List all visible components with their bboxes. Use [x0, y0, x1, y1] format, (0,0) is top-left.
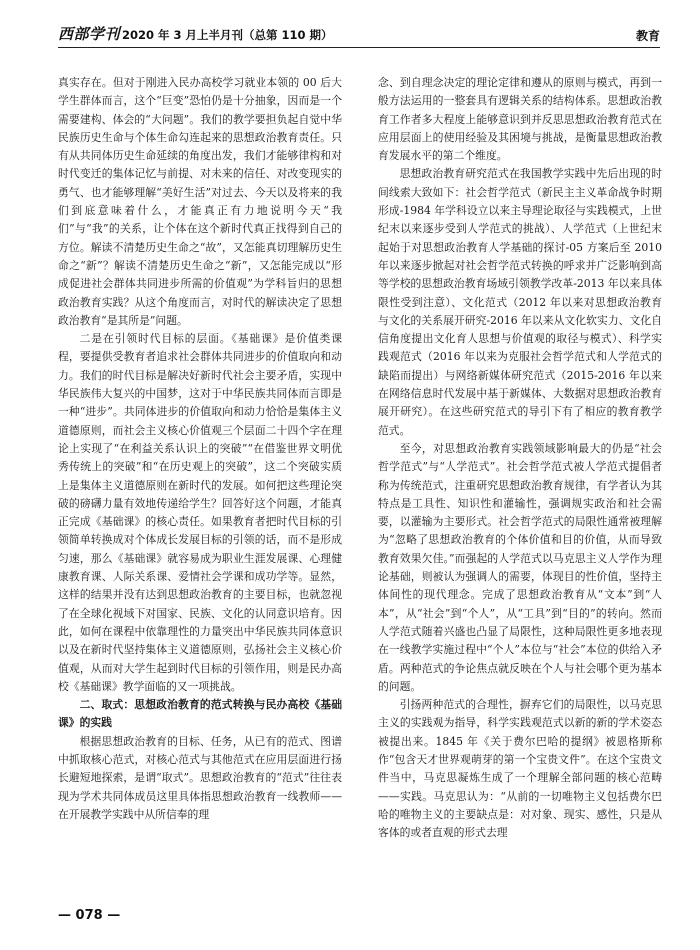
- header-left: [58, 23, 333, 44]
- page-number: — 078 —: [58, 908, 121, 923]
- section-heading: 二、取式：思想政治教育的范式转换与民办高校《基础课》的实践: [58, 698, 342, 730]
- body-paragraph: 引扬两种范式的合理性，摒弃它们的局限性，以马克思主义的实践观为指导，科学实践观范式以新的新的学术姿态被提出来。1845 年《关于费尔巴哈的提纲》被恩格斯称作“包含天才世界观萌芽的第一个宝贵文件”。在这个宝贵文件当中，马克思凝炼生成了一个理解全部问题的核心范畴——实践。马克思认为：“从前的一切唯物主义包括费尔巴哈的唯物主义的主要缺点是：对对象、现实、感性，只是从客体的或者直观的形式去理: [378, 698, 662, 840]
- body-paragraph: 至今，对思想政治教育实践领域影响最大的仍是“社会哲学范式”与“人学范式”。社会哲学范式被人学范式提倡者称为传统范式，注重研究思想政治教育规律，有学者认为其特点是工具性、知识性和灌输性，强调规实政治和社会需要，以灌输为主要形式。社会哲学范式的局限性通常被理解为“忽略了思想政治教育的个体价值和目的价值，从而导致教育效果欠佳。”而强起的人学范式以马克思主义人学作为理论基础，则被认为强调人的需要，体现目的性价值，坚持主体间性的现代理念。完成了思想政治教育从“文本”到“人本”，从“社会”到“个人”，从“工具”到“目的”的转向。然而人学范式随着兴盛也凸显了局限性，这种局限性更多地表现在一线教学实施过程中“个人”本位与“社会”本位的供给入矛盾。两种范式的争论焦点就反映在个人与社会哪个更为基本的问题。: [378, 441, 662, 693]
- body-paragraph: 念、到自理念决定的理论定律和遵从的原则与模式，再到一般方法运用的一整套具有逻辑关系的结构体系。思想政治教育工作者多大程度上能够意识到并反思思想政治教育范式在应用层面上的使用经验及其困境与挑战，是衡量思想政治教育发展水平的第二个维度。: [378, 76, 662, 163]
- body-paragraph: 真实存在。但对于刚进入民办高校学习就业本领的 00 后大学生群体而言，这个“巨变”恐怕仍是十分抽象，因而是一个需要建构、体会的“大问题”。我们的教学要担负起自觉中华民族历史生命与个体生命勾连起来的思想政治教育责任。只有从共同体历史生命延续的角度出发，我们才能够律构和对时代变迁的集体记忆与前提、对未来的信任、对改变现实的勇气、也才能够理解“美好生活”对过去、今天以及将来的我们到底意味着什么，才能真正有力地说明今天“我们”与“我”的关系，让个体在这个新时代真正找得到自己的方位。解读不清楚历史生命之“故”，又怎能真切理解历史生命之“新”？解读不清楚历史生命之“新”，又怎能完成以“形成促进社会群体共同进步所需的价值观”为学科旨归的思想政治教育实践？从这个角度而言，对时代的解读决定了思想政治教育“是其所是”问题。: [58, 76, 342, 327]
- body-paragraph: 思想政治教育研究范式在我国教学实践中先后出现的时间线索大致如下：社会哲学范式（新民主主义革命战争时期形成-1984 年学科设立以来主导理论取径与实践模式，上世纪末以来逐步受到人学范式的挑战）、人学范式（上世纪末起始于对思想政治教育人学基础的探讨-05 方案后至 2010 年以来逐步掀起对社会哲学范式转换的呼求并广泛影响到高等学校的思想政治教育场域引领教学改革-2013 年以来具体限性受到注意）、文化范式（2012 年以来对思想政治教育与文化的关系展开研究-2016 年以来从文化软实力、文化自信角度提出文化育人思想与价值观的取径与模式）、科学实践观范式（2016 年以来为克服社会哲学范式和人学范式的缺陷而提出）与网络新媒体研究范式（2015-2016 年以来在网络信息时代发展中基于新媒体、大数据对思想政治教育展开研究）。在这些研究范式的导引下有了相应的教育教学范式。: [378, 167, 662, 437]
- body-paragraph: 根据思想政治教育的目标、任务，从已有的范式、图谱中抓取核心范式，对核心范式与其他范式在应用层面进行扬长避短地探索，是谓“取式”。思想政治教育的“范式”往往表现为学术共同体成员这里具体指思想政治教育一线教师——在开展教学实践中从所信奉的理: [58, 734, 342, 821]
- body-paragraph: 二是在引领时代目标的层面。《基础课》是价值类课程，要提供受教育者追求社会群体共同进步的价值取向和动力。我们的时代目标是解决好新时代社会主要矛盾，实现中华民族伟大复兴的中国梦，这对于中华民族共同体而言即是一种“进步”。共同体进步的价值取向和动力恰恰是集体主义道德原则，而社会主义核心价值观三个层面二十四个字在理论上实现了“在利益关系认识上的突破”“在借鉴世界文明优秀传统上的突破”和“在历史观上的突破”，这二个突破实质上是集体主义道德原则在新时代的发展。如何把这些理论突破的磅礴力量有效地传递给学生？回答好这个问题，才能真正完成《基础课》的核心责任。如果教育者把时代目标的引领简单转换成对个体成长发展目标的引领的话，而不是形成匀速，那么《基础课》就容易成为职业生涯发展课、心理健康教育课、人际关系课、爱情社会学课和成功学等。显然，这样的结果并没有达到思想政治教育的主要目标，也就忽视了在全球化视域下对国家、民族、文化的认同意识培育。因此，如何在课程中依靠理性的力量突出中华民族共同体意识以及在新时代坚持集体主义道德原则，弘扬社会主义核心价值观，从而对大学生起到时代目标的引领作用，则是民办高校《基础课》教学面临的又一项挑战。: [58, 332, 342, 693]
- journal-logo: 西部学刊: [58, 25, 121, 43]
- right-column: [378, 74, 662, 898]
- running-header: [58, 22, 660, 48]
- left-column: [58, 74, 342, 898]
- article-body: [58, 74, 662, 898]
- section-name: 教育: [635, 29, 660, 43]
- issue-info: 2020 年 3 月上半月刊（总第 110 期）: [122, 28, 333, 42]
